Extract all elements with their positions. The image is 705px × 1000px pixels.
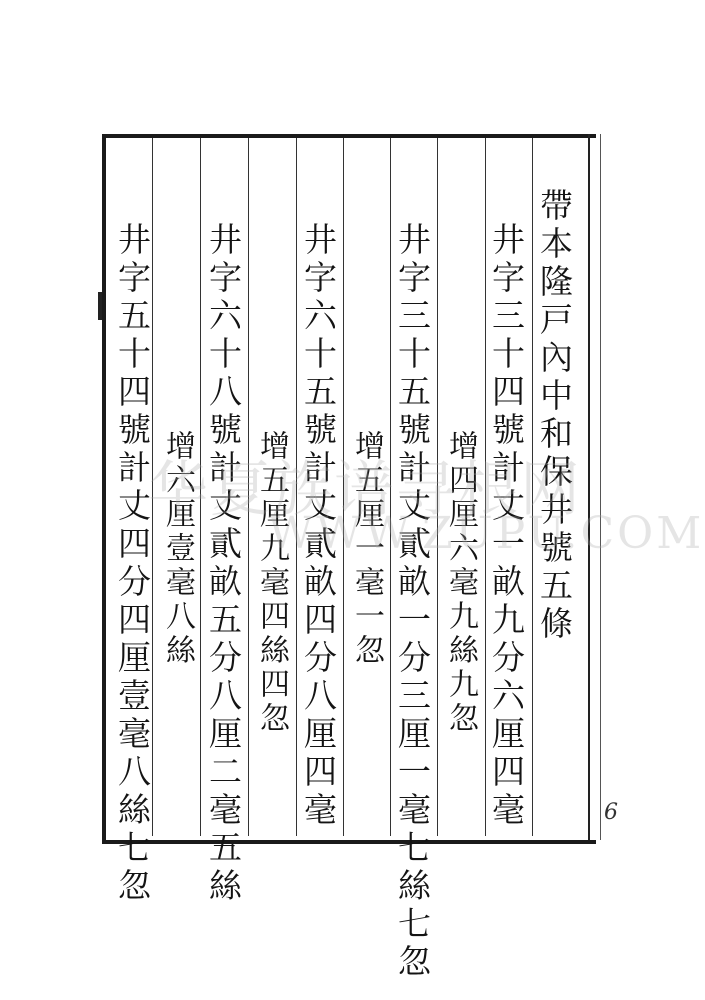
binding-mark bbox=[98, 292, 112, 320]
watermark-url: WWW.ZUPU.COM bbox=[268, 508, 705, 559]
heading-column: 帶本隆戸內中和保井號五條 bbox=[535, 188, 574, 644]
entry-column: 井字三十五號計丈貳畝一分三厘一毫七絲七忽 bbox=[393, 222, 432, 982]
entry-column: 井字六十五號計丈貳畝四分八厘四毫 bbox=[299, 222, 338, 830]
watermark-text: 华夏族谱寻根网 bbox=[148, 455, 582, 525]
page-number: 6 bbox=[604, 800, 618, 825]
increase-column: 增五厘九毫四絲四忽 bbox=[254, 430, 289, 736]
entry-column: 井字五十四號計丈四分四厘壹毫八絲七忽 bbox=[113, 222, 152, 906]
entry-column: 井字三十四號計丈一畝九分六厘四毫 bbox=[487, 222, 526, 830]
increase-column: 增四厘六毫九絲九忽 bbox=[443, 430, 478, 736]
increase-column: 增六厘壹毫八絲 bbox=[160, 430, 195, 668]
increase-column: 增五厘一毫一忽 bbox=[349, 430, 384, 668]
page-border-right bbox=[588, 134, 601, 840]
entry-column: 井字六十八號計丈貳畝五分八厘二毫五絲 bbox=[204, 222, 243, 906]
